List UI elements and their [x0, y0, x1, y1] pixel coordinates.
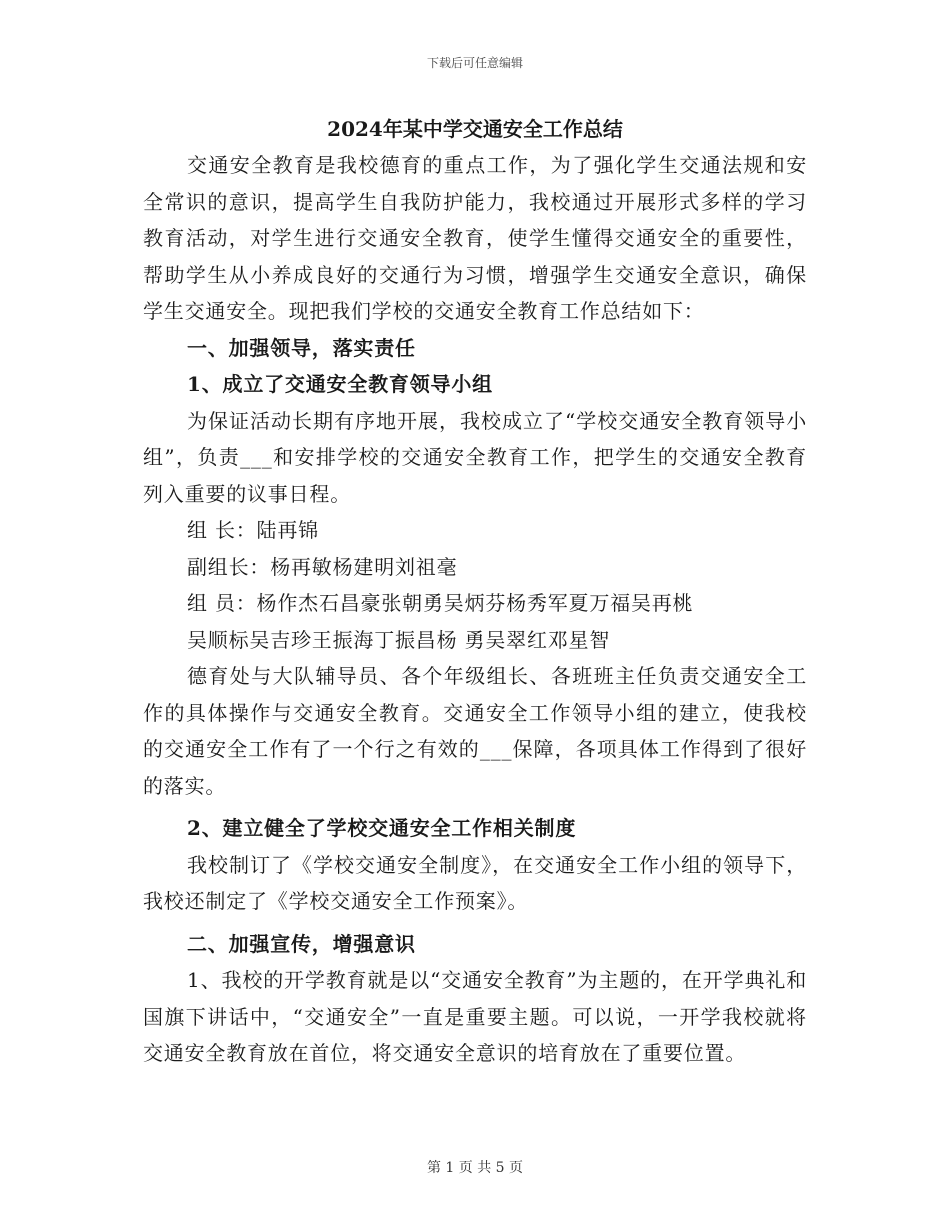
intro-paragraph: 交通安全教育是我校德育的重点工作，为了强化学生交通法规和安全常识的意识，提高学生自我防护能力，我校通过开展形式多样的学习教育活动，对学生进行交通安全教育，使学生懂得交通安全的重要性，帮助学生从小养成良好的交通行为习惯，增强学生交通安全意识，确保学生交通安全。现把我们学校的交通安全教育工作总结如下： [143, 153, 807, 323]
subsection-1-1-paragraph-2: 德育处与大队辅导员、各个年级组长、各班班主任负责交通安全工作的具体操作与交通安全教育。交通安全工作领导小组的建立，使我校的交通安全工作有了一个行之有效的___保障，各项具体工作得到了很好的落实。 [143, 664, 807, 798]
team-members-line-2: 吴顺标吴吉珍王振海丁振昌杨 勇吴翠红邓星智 [187, 627, 611, 652]
subsection-1-1-paragraph: 为保证活动长期有序地开展，我校成立了“学校交通安全教育领导小组”，负责___和安排学校的交通安全教育工作，把学生的交通安全教育列入重要的议事日程。 [143, 408, 807, 506]
section-2-paragraph-1: 1、我校的开学教育就是以“交通安全教育”为主题的，在开学典礼和国旗下讲话中，“交通安全”一直是重要主题。可以说，一开学我校就将交通安全教育放在首位，将交通安全意识的培育放在了重要位置。 [143, 968, 807, 1065]
subsection-1-1-heading: 1、成立了交通安全教育领导小组 [187, 372, 493, 396]
page-header-note: 下载后可任意编辑 [426, 56, 523, 70]
section-2-heading: 二、加强宣传，增强意识 [187, 931, 416, 956]
document-body [143, 147, 807, 1072]
subsection-1-2-heading: 2、建立健全了学校交通安全工作相关制度 [187, 816, 577, 840]
team-deputy-line: 副组长：杨再敏杨建明刘祖毫 [187, 554, 458, 579]
subsection-1-2-paragraph: 我校制订了《学校交通安全制度》，在交通安全工作小组的领导下，我校还制定了《学校交通安全工作预案》。 [143, 852, 807, 913]
page-footer-number: 第 1 页 共 5 页 [426, 1160, 524, 1176]
document-title: 2024年某中学交通安全工作总结 [327, 117, 623, 141]
section-1-heading: 一、加强领导，落实责任 [187, 335, 416, 360]
team-members-line: 组 员：杨作杰石昌豪张朝勇吴炳芬杨秀军夏万福吴再桃 [187, 591, 694, 615]
team-leader-line: 组 长：陆再锦 [187, 518, 319, 542]
